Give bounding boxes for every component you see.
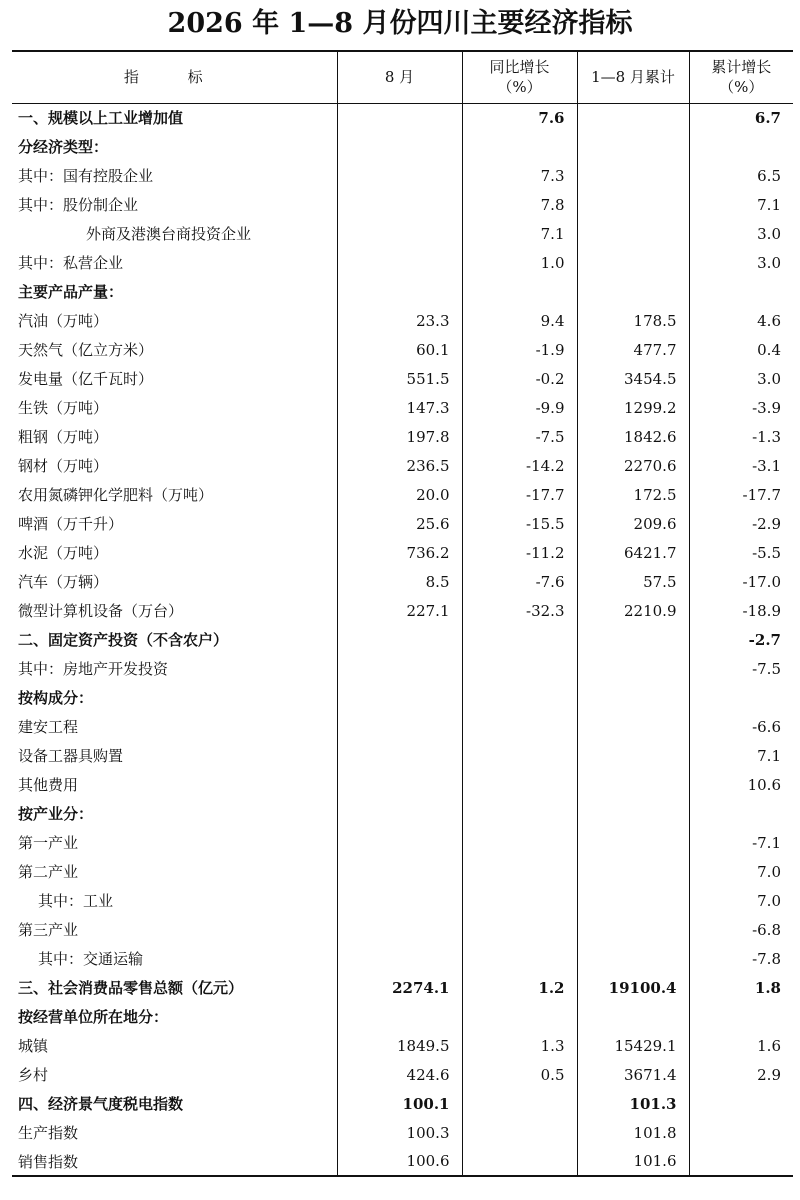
cumulative-growth-cell (689, 683, 793, 712)
month-value-cell (337, 654, 462, 683)
month-value-cell: 23.3 (337, 306, 462, 335)
cumulative-growth-cell: 3.0 (689, 248, 793, 277)
header-cumulative: 1—8 月累计 (577, 51, 689, 103)
cumulative-growth-cell: -6.6 (689, 712, 793, 741)
cumulative-value-cell (577, 161, 689, 190)
indicator-cell: 城镇 (18, 1037, 49, 1055)
indicator-cell: 四、经济景气度税电指数 (18, 1095, 184, 1113)
cumulative-growth-cell: -7.1 (689, 828, 793, 857)
month-value-cell (337, 277, 462, 306)
cumulative-value-cell: 57.5 (577, 567, 689, 596)
yoy-growth-cell (462, 1118, 577, 1147)
month-value-cell: 736.2 (337, 538, 462, 567)
header-row (12, 51, 793, 103)
yoy-growth-cell (462, 277, 577, 306)
yoy-growth-cell: 1.0 (462, 248, 577, 277)
cumulative-growth-cell: 7.0 (689, 886, 793, 915)
cumulative-growth-cell: 0.4 (689, 335, 793, 364)
yoy-growth-cell: -32.3 (462, 596, 577, 625)
cumulative-value-cell (577, 857, 689, 886)
yoy-growth-cell: 9.4 (462, 306, 577, 335)
cumulative-value-cell (577, 654, 689, 683)
cumulative-value-cell (577, 886, 689, 915)
cumulative-growth-cell (689, 1147, 793, 1176)
cumulative-growth-cell: 6.5 (689, 161, 793, 190)
month-value-cell: 197.8 (337, 422, 462, 451)
yoy-growth-cell (462, 625, 577, 654)
cumulative-value-cell (577, 625, 689, 654)
table-row (12, 596, 793, 625)
month-value-cell (337, 828, 462, 857)
month-value-cell: 1849.5 (337, 1031, 462, 1060)
table-row (12, 248, 793, 277)
cumulative-growth-cell: -2.7 (689, 625, 793, 654)
month-value-cell: 100.1 (337, 1089, 462, 1118)
indicator-cell: 按经营单位所在地分： (18, 1008, 169, 1026)
yoy-growth-cell: 1.2 (462, 973, 577, 1002)
cumulative-growth-cell: -6.8 (689, 915, 793, 944)
cumulative-value-cell: 101.8 (577, 1118, 689, 1147)
indicators-table (12, 50, 793, 1177)
yoy-growth-cell: -0.2 (462, 364, 577, 393)
table-row (12, 132, 793, 161)
indicator-cell: 设备工器具购置 (18, 747, 124, 765)
cumulative-growth-cell: 6.7 (689, 103, 793, 132)
month-value-cell (337, 1002, 462, 1031)
table-header (12, 51, 793, 103)
cumulative-growth-cell (689, 1118, 793, 1147)
indicator-cell: 钢材（万吨） (18, 457, 109, 475)
month-value-cell (337, 770, 462, 799)
table-row (12, 625, 793, 654)
cumulative-value-cell (577, 248, 689, 277)
indicator-cell: 外商及港澳台商投资企业 (86, 225, 252, 243)
month-value-cell (337, 857, 462, 886)
month-value-cell: 551.5 (337, 364, 462, 393)
indicator-cell: 粗钢（万吨） (18, 428, 109, 446)
cumulative-growth-cell: -3.9 (689, 393, 793, 422)
table-row (12, 1147, 793, 1176)
indicator-cell: 生铁（万吨） (18, 399, 109, 417)
cumulative-value-cell: 2270.6 (577, 451, 689, 480)
page-title: 2026 年 1—8 月份四川主要经济指标 (167, 8, 633, 39)
yoy-growth-cell: -7.5 (462, 422, 577, 451)
cumulative-value-cell (577, 944, 689, 973)
indicator-cell: 其中：私营企业 (18, 254, 124, 272)
indicator-cell: 建安工程 (18, 718, 79, 736)
table-row (12, 277, 793, 306)
yoy-growth-cell (462, 654, 577, 683)
table-row (12, 480, 793, 509)
cumulative-growth-cell: -7.8 (689, 944, 793, 973)
table-row (12, 683, 793, 712)
yoy-growth-cell (462, 828, 577, 857)
table-row (12, 1089, 793, 1118)
cumulative-growth-cell: -17.7 (689, 480, 793, 509)
indicator-cell: 第二产业 (18, 863, 79, 881)
month-value-cell: 25.6 (337, 509, 462, 538)
cumulative-value-cell (577, 1002, 689, 1031)
yoy-growth-cell (462, 799, 577, 828)
indicator-cell: 销售指数 (12, 1147, 337, 1176)
yoy-growth-cell (462, 683, 577, 712)
table-row (12, 1002, 793, 1031)
header-yoy (462, 51, 577, 103)
month-value-cell: 147.3 (337, 393, 462, 422)
yoy-growth-cell (462, 770, 577, 799)
header-indicator: 指 标 (12, 51, 337, 103)
month-value-cell: 236.5 (337, 451, 462, 480)
table-row (12, 567, 793, 596)
indicator-cell: 第三产业 (18, 921, 79, 939)
yoy-growth-cell: -11.2 (462, 538, 577, 567)
table-row (12, 219, 793, 248)
yoy-growth-cell: 0.5 (462, 1060, 577, 1089)
indicator-cell: 其他费用 (18, 776, 79, 794)
cumulative-growth-cell: -1.3 (689, 422, 793, 451)
table-row (12, 1031, 793, 1060)
cumulative-value-cell: 3671.4 (577, 1060, 689, 1089)
table-row (12, 828, 793, 857)
table-row (12, 364, 793, 393)
cumulative-value-cell: 1299.2 (577, 393, 689, 422)
cumulative-growth-cell (689, 1089, 793, 1118)
cumulative-value-cell: 101.6 (577, 1147, 689, 1176)
cumulative-growth-cell: 7.1 (689, 741, 793, 770)
cumulative-growth-cell: 3.0 (689, 364, 793, 393)
cumulative-growth-cell (689, 1002, 793, 1031)
indicator-cell: 啤酒（万千升） (18, 515, 124, 533)
cumulative-value-cell: 172.5 (577, 480, 689, 509)
table-row (12, 538, 793, 567)
yoy-growth-cell (462, 1147, 577, 1176)
cumulative-growth-cell: 3.0 (689, 219, 793, 248)
cumulative-value-cell (577, 219, 689, 248)
cumulative-value-cell: 6421.7 (577, 538, 689, 567)
indicator-cell: 按构成分： (18, 689, 94, 707)
yoy-growth-cell (462, 741, 577, 770)
indicator-cell: 水泥（万吨） (18, 544, 109, 562)
yoy-growth-cell: 7.6 (462, 103, 577, 132)
month-value-cell (337, 683, 462, 712)
yoy-growth-cell (462, 1002, 577, 1031)
cumulative-value-cell (577, 277, 689, 306)
header-cum-growth (689, 51, 793, 103)
indicator-cell: 其中：房地产开发投资 (18, 660, 169, 678)
cumulative-value-cell (577, 683, 689, 712)
month-value-cell: 20.0 (337, 480, 462, 509)
table-row (12, 451, 793, 480)
indicator-cell: 发电量（亿千瓦时） (18, 370, 154, 388)
month-value-cell (337, 886, 462, 915)
cumulative-growth-cell: 1.8 (689, 973, 793, 1002)
indicator-cell: 其中：工业 (38, 892, 114, 910)
header-yoy-label: 同比增长 (489, 58, 550, 77)
month-value-cell: 100.3 (337, 1118, 462, 1147)
cumulative-value-cell (577, 712, 689, 741)
cumulative-growth-cell: -2.9 (689, 509, 793, 538)
table-row (12, 741, 793, 770)
yoy-growth-cell (462, 944, 577, 973)
month-value-cell (337, 799, 462, 828)
table-row (12, 915, 793, 944)
indicator-cell: 第一产业 (18, 834, 79, 852)
table-row (12, 103, 793, 132)
cumulative-value-cell (577, 132, 689, 161)
cumulative-value-cell: 2210.9 (577, 596, 689, 625)
header-month: 8 月 (337, 51, 462, 103)
cumulative-growth-cell: -5.5 (689, 538, 793, 567)
month-value-cell (337, 712, 462, 741)
month-value-cell: 8.5 (337, 567, 462, 596)
cumulative-growth-cell (689, 132, 793, 161)
yoy-growth-cell (462, 1089, 577, 1118)
yoy-growth-cell: 7.1 (462, 219, 577, 248)
cumulative-growth-cell: 4.6 (689, 306, 793, 335)
table-row (12, 393, 793, 422)
cumulative-value-cell (577, 190, 689, 219)
indicator-cell: 汽车（万辆） (18, 573, 109, 591)
cumulative-value-cell (577, 915, 689, 944)
yoy-growth-cell: -17.7 (462, 480, 577, 509)
table-row (12, 1060, 793, 1089)
month-value-cell (337, 103, 462, 132)
header-yoy-unit: （%） (497, 78, 542, 97)
table-row (12, 799, 793, 828)
cumulative-value-cell (577, 828, 689, 857)
table-row (12, 944, 793, 973)
month-value-cell: 227.1 (337, 596, 462, 625)
month-value-cell (337, 741, 462, 770)
yoy-growth-cell: -15.5 (462, 509, 577, 538)
cumulative-value-cell: 178.5 (577, 306, 689, 335)
yoy-growth-cell: 7.8 (462, 190, 577, 219)
indicator-cell: 天然气（亿立方米） (18, 341, 154, 359)
cumulative-value-cell (577, 741, 689, 770)
cumulative-value-cell: 477.7 (577, 335, 689, 364)
header-cum-growth-unit: （%） (719, 78, 764, 97)
header-cum-growth-label: 累计增长 (711, 58, 772, 77)
indicator-cell: 生产指数 (18, 1124, 79, 1142)
cumulative-growth-cell (689, 799, 793, 828)
table-row (12, 509, 793, 538)
yoy-growth-cell: 1.3 (462, 1031, 577, 1060)
yoy-growth-cell (462, 712, 577, 741)
cumulative-value-cell (577, 799, 689, 828)
month-value-cell: 424.6 (337, 1060, 462, 1089)
table-row (12, 190, 793, 219)
indicator-cell: 其中：交通运输 (38, 950, 144, 968)
cumulative-value-cell: 209.6 (577, 509, 689, 538)
cumulative-growth-cell: 2.9 (689, 1060, 793, 1089)
cumulative-growth-cell: 10.6 (689, 770, 793, 799)
cumulative-value-cell: 101.3 (577, 1089, 689, 1118)
cumulative-value-cell: 19100.4 (577, 973, 689, 1002)
indicator-cell: 二、固定资产投资（不含农户） (18, 631, 229, 649)
yoy-growth-cell: -14.2 (462, 451, 577, 480)
cumulative-growth-cell: -17.0 (689, 567, 793, 596)
cumulative-growth-cell: 7.1 (689, 190, 793, 219)
month-value-cell (337, 248, 462, 277)
month-value-cell: 60.1 (337, 335, 462, 364)
indicator-cell: 分经济类型： (18, 138, 109, 156)
yoy-growth-cell: -9.9 (462, 393, 577, 422)
table-row (12, 1118, 793, 1147)
cumulative-growth-cell: -18.9 (689, 596, 793, 625)
indicator-cell: 一、规模以上工业增加值 (18, 109, 184, 128)
table-row (12, 857, 793, 886)
indicator-cell: 农用氮磷钾化学肥料（万吨） (18, 486, 214, 504)
table-row (12, 335, 793, 364)
table-row (12, 306, 793, 335)
month-value-cell: 100.6 (337, 1147, 462, 1176)
table-body (12, 103, 793, 1176)
yoy-growth-cell (462, 857, 577, 886)
yoy-growth-cell (462, 886, 577, 915)
cumulative-growth-cell: -7.5 (689, 654, 793, 683)
cumulative-growth-cell: 7.0 (689, 857, 793, 886)
cumulative-growth-cell (689, 277, 793, 306)
yoy-growth-cell: -1.9 (462, 335, 577, 364)
month-value-cell: 2274.1 (337, 973, 462, 1002)
table-row (12, 973, 793, 1002)
month-value-cell (337, 190, 462, 219)
indicator-cell: 主要产品产量： (18, 283, 124, 301)
indicator-cell: 汽油（万吨） (18, 312, 109, 330)
month-value-cell (337, 132, 462, 161)
table-row (12, 886, 793, 915)
table-row (12, 770, 793, 799)
indicator-cell: 其中：股份制企业 (18, 196, 139, 214)
cumulative-value-cell: 3454.5 (577, 364, 689, 393)
indicator-cell: 微型计算机设备（万台） (18, 602, 184, 620)
month-value-cell (337, 161, 462, 190)
month-value-cell (337, 944, 462, 973)
cumulative-value-cell: 15429.1 (577, 1031, 689, 1060)
table-row (12, 422, 793, 451)
cumulative-value-cell: 1842.6 (577, 422, 689, 451)
yoy-growth-cell: -7.6 (462, 567, 577, 596)
table-row (12, 654, 793, 683)
yoy-growth-cell: 7.3 (462, 161, 577, 190)
indicator-cell: 乡村 (18, 1066, 49, 1084)
month-value-cell (337, 915, 462, 944)
cumulative-growth-cell: 1.6 (689, 1031, 793, 1060)
month-value-cell (337, 219, 462, 248)
indicator-cell: 三、社会消费品零售总额（亿元） (18, 979, 244, 997)
yoy-growth-cell (462, 915, 577, 944)
yoy-growth-cell (462, 132, 577, 161)
month-value-cell (337, 625, 462, 654)
cumulative-value-cell (577, 770, 689, 799)
cumulative-growth-cell: -3.1 (689, 451, 793, 480)
table-row (12, 712, 793, 741)
indicator-cell: 其中：国有控股企业 (18, 167, 154, 185)
indicator-cell: 按产业分： (18, 805, 94, 823)
table-row (12, 161, 793, 190)
cumulative-value-cell (577, 103, 689, 132)
